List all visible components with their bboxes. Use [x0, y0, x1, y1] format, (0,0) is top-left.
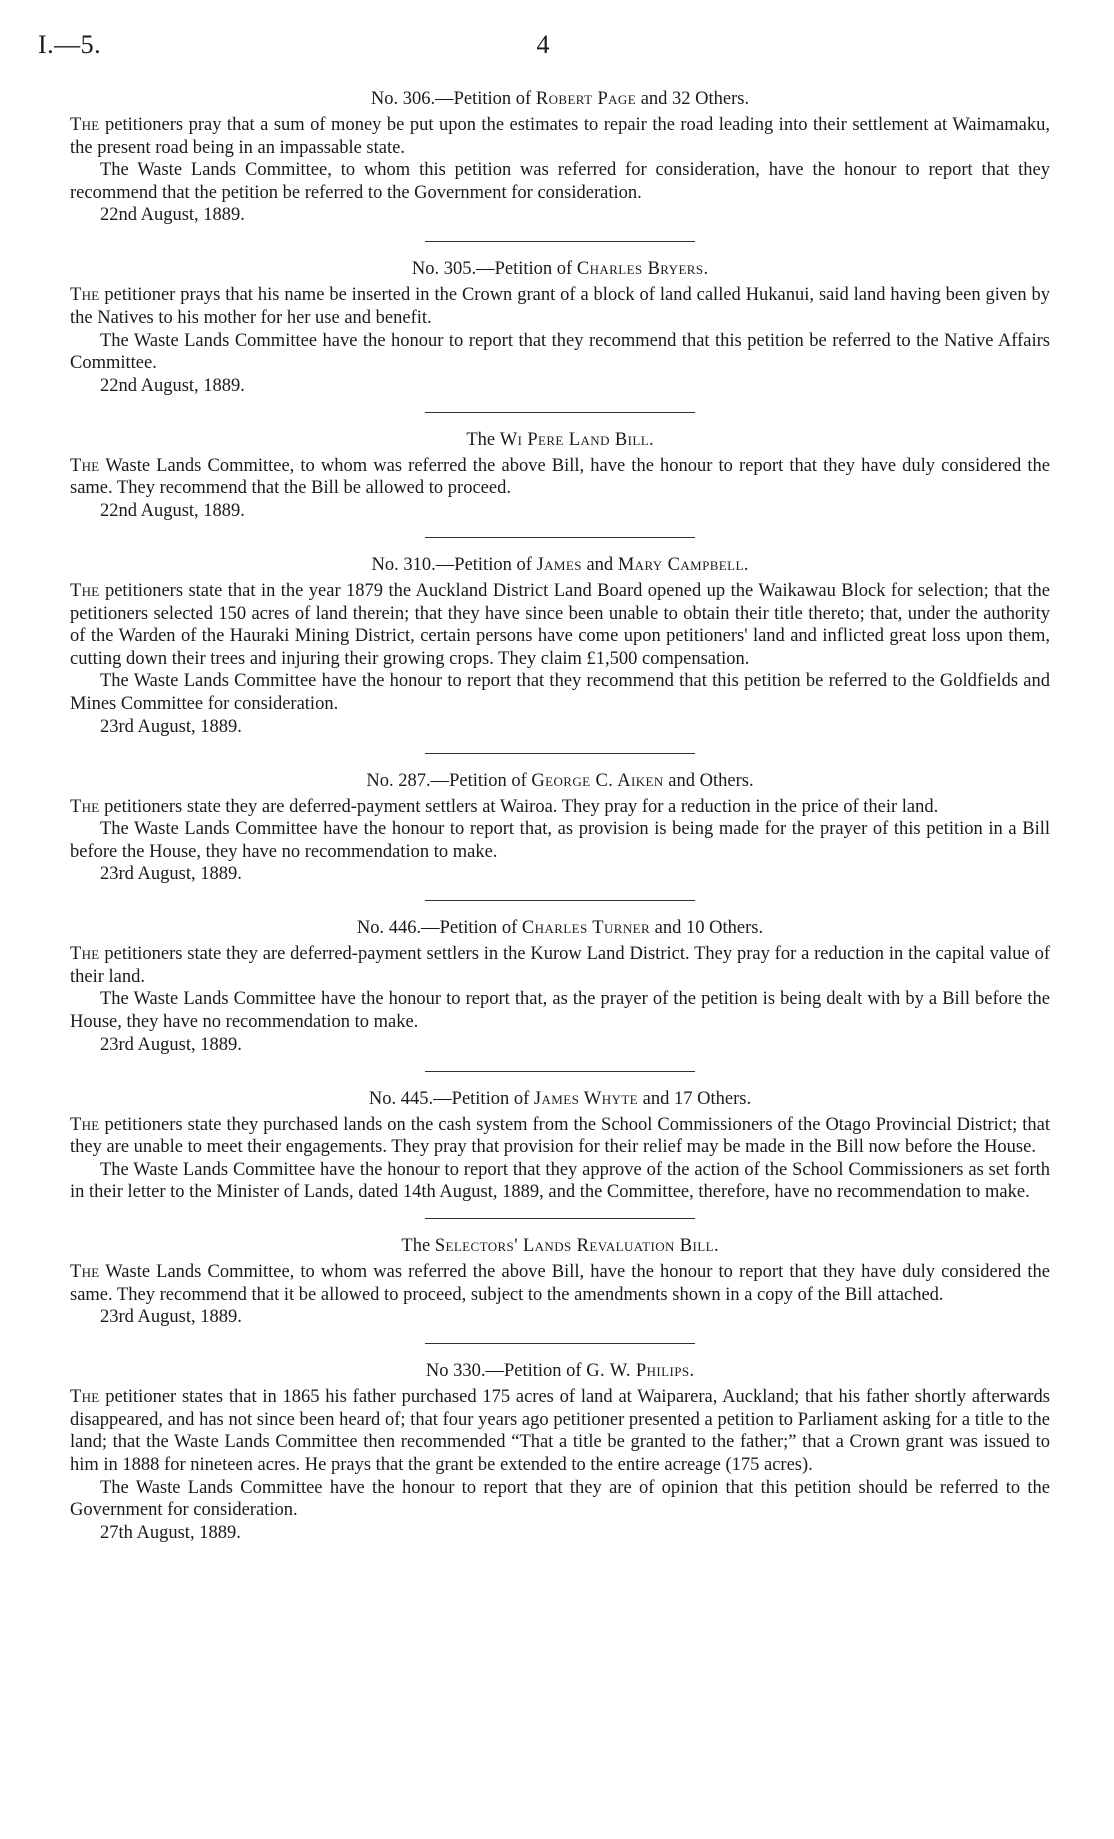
section-title: No. 305.—Petition of Charles Bryers. — [411, 259, 709, 280]
petition-prayer: The petitioner states that in 1865 his father purchased 175 acres of land at Waiparera, Auckland; that his father shortly afterwards disappeared, and has not since been heard of; that four years ago petitioner presented a petition to Parliament asking for a title to the land; that the Waste Lands Committee then recommended “That a title be granted to the father;” that a Crown grant was issued to him in 1888 for nineteen acres. He prays that the grant be extended to the entire acreage (175 acres). — [70, 1387, 1050, 1475]
section-divider — [425, 412, 695, 413]
petition-prayer: The petitioner prays that his name be inserted in the Crown grant of a block of land called Hukanui, said land having been given by the Natives to his mother for her use and benefit. — [70, 285, 1050, 328]
petition-prayer: The petitioners state that in the year 1879 the Auckland District Land Board opened up the Waikawau Block for selection; that the petitioners selected 150 acres of land therein; that they have since been unable to obtain their title thereto; that, under the authority of the Warden of the Hauraki Mining District, certain persons have come upon petitioners' land and inflicted great loss upon them, cutting down their trees and injuring their growing crops. They claim £1,500 compensation. — [70, 580, 1050, 669]
section-divider — [425, 537, 695, 538]
report-date: 23rd August, 1889. — [100, 1034, 242, 1055]
petition-section — [70, 258, 1050, 397]
petition-section — [70, 554, 1050, 739]
section-divider — [425, 1071, 695, 1072]
section-title: No. 306.—Petition of Robert Page and 32 Others. — [370, 89, 750, 109]
petition-section — [70, 917, 1050, 1056]
page-number: 4 — [536, 30, 550, 59]
committee-report: The Waste Lands Committee, to whom this petition was referred for consideration, have the honour to report that they recommend that the petition be referred to the Government for consideration. — [70, 160, 1050, 203]
committee-report: The Waste Lands Committee have the honour to report that, as the prayer of the petition is being dealt with by a Bill before the House, they have no recommendation to make. — [70, 989, 1050, 1033]
report-date: 23rd August, 1889. — [100, 716, 242, 737]
section-title: No. 310.—Petition of James and Mary Campbell. — [371, 554, 749, 575]
report-date: 23rd August, 1889. — [100, 1307, 242, 1328]
petition-prayer: The petitioners pray that a sum of money be put upon the estimates to repair the road leading into their settlement at Waimamaku, the present road being in an impassable state. — [70, 115, 1050, 158]
committee-report: The Waste Lands Committee have the honour to report that, as provision is being made for the prayer of this petition in a Bill before the House, they have no recommendation to make. — [70, 819, 1050, 862]
petition-prayer: The petitioners state they are deferred-payment settlers in the Kurow Land District. They pray for a reduction in the capital value of their land. — [70, 944, 1050, 987]
committee-report: The Waste Lands Committee have the honour to report that they approve of the action of the School Commissioners as set forth in their letter to the Minister of Lands, dated 14th August, 1889, and the Committee, therefore, have no recommendation to make. — [70, 1159, 1050, 1203]
page-header — [38, 30, 1048, 66]
petition-prayer: The petitioners state they purchased lands on the cash system from the School Commissioners of the Otago Provincial District; that they are unable to meet their engagements. They pray that provision for their relief may be made in the Bill now before the House. — [70, 1114, 1050, 1158]
section-divider — [425, 1218, 695, 1219]
petition-prayer: The petitioners state they are deferred-payment settlers at Wairoa. They pray for a reduction in the price of their land. — [70, 796, 939, 817]
committee-report: The Waste Lands Committee, to whom was referred the above Bill, have the honour to report that they have duly considered the same. They recommend that the Bill be allowed to proceed. — [70, 455, 1050, 499]
report-date: 23rd August, 1889. — [100, 864, 242, 885]
document-body — [70, 88, 1050, 1545]
committee-report: The Waste Lands Committee, to whom was referred the above Bill, have the honour to report that they have duly considered the same. They recommend that it be allowed to proceed, subject to the amendments shown in a copy of the Bill attached. — [70, 1262, 1050, 1305]
section-title: No. 445.—Petition of James Whyte and 17 Others. — [368, 1088, 752, 1109]
report-date: 22nd August, 1889. — [100, 500, 245, 521]
report-date: 22nd August, 1889. — [100, 205, 245, 226]
paper-reference: I.—5. — [38, 30, 102, 59]
bill-section — [70, 429, 1050, 523]
committee-report: The Waste Lands Committee have the honour to report that they recommend that this petition be referred to the Goldfields and Mines Committee for consideration. — [70, 671, 1050, 714]
bill-section — [70, 1235, 1050, 1329]
petition-section — [70, 770, 1050, 887]
section-title: No. 287.—Petition of George C. Aiken and Others. — [366, 770, 754, 791]
section-title: No. 446.—Petition of Charles Turner and 10 Others. — [356, 918, 764, 939]
committee-report: The Waste Lands Committee have the honour to report that they are of opinion that this petition should be referred to the Government for consideration. — [70, 1477, 1050, 1521]
section-title: No 330.—Petition of G. W. Philips. — [425, 1361, 695, 1382]
section-title: The Selectors' Lands Revaluation Bill. — [401, 1236, 719, 1257]
report-date: 27th August, 1889. — [100, 1522, 241, 1543]
section-divider — [425, 241, 695, 242]
petition-section — [70, 1360, 1050, 1545]
section-divider — [425, 900, 695, 901]
petition-section — [70, 88, 1050, 227]
committee-report: The Waste Lands Committee have the honour to report that they recommend that this petition be referred to the Native Affairs Committee. — [70, 330, 1050, 374]
section-title: The Wi Pere Land Bill. — [466, 429, 654, 450]
section-divider — [425, 753, 695, 754]
section-divider — [425, 1343, 695, 1344]
petition-section — [70, 1088, 1050, 1204]
report-date: 22nd August, 1889. — [100, 375, 245, 396]
